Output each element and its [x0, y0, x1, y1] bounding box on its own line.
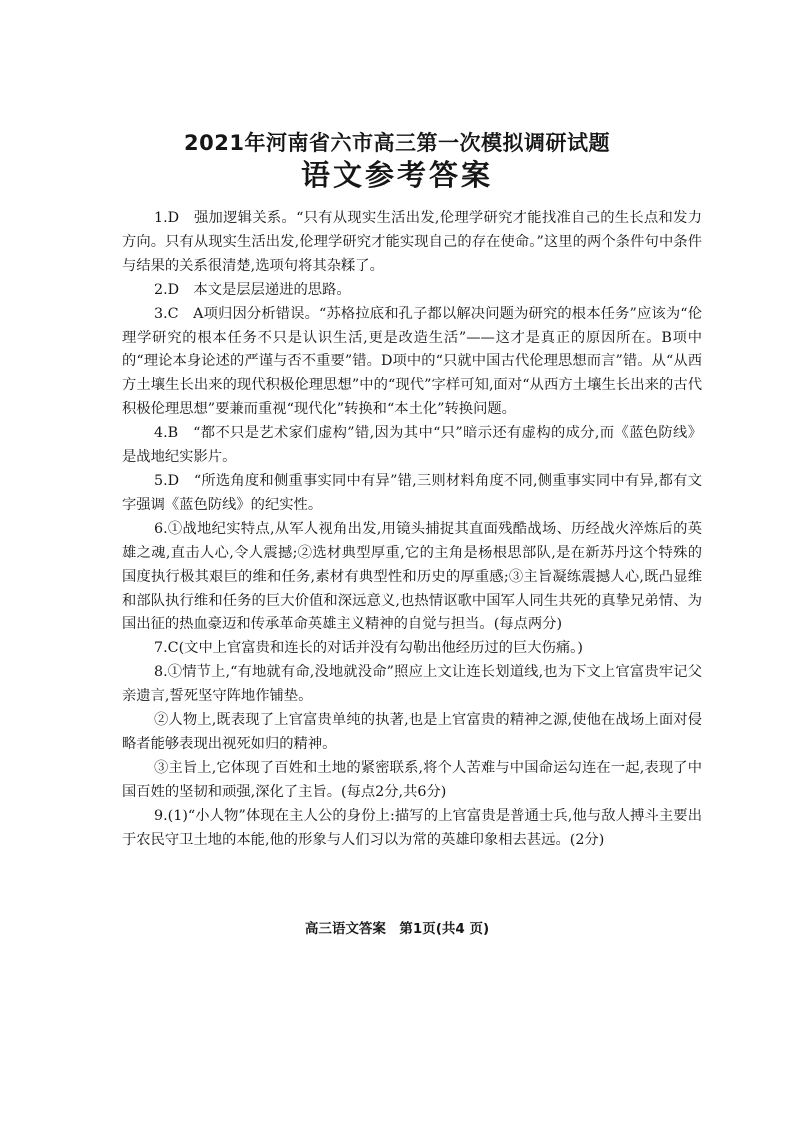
answer-content	[122, 207, 702, 852]
page-footer: 高三语文答案 第1页(共4 页)	[304, 921, 490, 937]
answer-8-point-3: ③主旨上,它体现了百姓和土地的紧密联系,将个人苦难与中国命运勾连在一起,表现了中国百姓的坚韧和顽强,深化了主旨。(每点2分,共6分)	[122, 759, 702, 800]
answer-9: 9.(1)“小人物”体现在主人公的身份上:描写的上官富贵是普通士兵,他与敌人搏斗主要出于农民守卫土地的本能,他的形象与人们习以为常的英雄印象相去甚远。(2分)	[122, 807, 702, 848]
answer-5: 5.D “所选角度和侧重事实同中有异”错,三则材料角度不同,侧重事实同中有异,都有文字强调《蓝色防线》的纪实性。	[122, 472, 702, 513]
page-title: 语文参考答案	[300, 158, 493, 192]
answer-8-point-2: ②人物上,既表现了上官富贵单纯的执著,也是上官富贵的精神之源,使他在战场上面对侵略者能够表现出视死如归的精神。	[122, 712, 702, 752]
answer-1: 1.D 强加逻辑关系。“只有从现实生活出发,伦理学研究才能找准自己的生长点和发力方向。只有从现实生活出发,伦理学研究才能实现自己的存在使命。”这里的两个条件句中条件与结果的关系很清楚,选项句将其杂糅了。	[122, 210, 702, 274]
answer-3: 3.C A项归因分析错误。“苏格拉底和孔子都以解决问题为研究的根本任务”应该为“伦理学研究的根本任务不只是认识生活,更是改造生活”——这才是真正的原因所在。B项中的“理论本身论述的严谨与否不重要”错。D项中的“只就中国古代伦理思想而言”错。从“从西方土壤生长出来的现代积极伦理思想”中的“现代”字样可知,面对“从西方土壤生长出来的古代积极伦理思想”要兼而重视“现代化”转换和“本土化”转换问题。	[122, 305, 702, 418]
answer-4: 4.B “都不只是艺术家们虚构”错,因为其中“只”暗示还有虚构的成分,而《蓝色防线》是战地纪实影片。	[122, 425, 702, 466]
answer-6: 6.①战地纪实特点,从军人视角出发,用镜头捕捉其直面残酷战场、历经战火淬炼后的英雄之魂,直击人心,令人震撼;②选材典型厚重,它的主角是杨根思部队,是在新苏丹这个特殊的国度执行极其艰巨的维和任务,素材有典型性和历史的厚重感;③主旨凝练震撼人心,既凸显维和部队执行维和任务的巨大价值和深远意义,也热情讴歌中国军人同生共死的真挚兄弟情、为国出征的热血豪迈和传承革命英雄主义精神的自觉与担当。(每点两分)	[122, 520, 702, 633]
answer-2: 2.D 本文是层层递进的思路。	[154, 281, 351, 298]
exam-title: 2021年河南省六市高三第一次模拟调研试题	[184, 131, 610, 155]
answer-7: 7.C(文中上官富贵和连长的对话并没有勾勒出他经历过的巨大伤痛。)	[154, 640, 583, 657]
answer-8-point-1: 8.①情节上,“有地就有命,没地就没命”照应上文让连长划道线,也为下文上官富贵牢记父亲遗言,誓死坚守阵地作铺垫。	[122, 664, 702, 705]
